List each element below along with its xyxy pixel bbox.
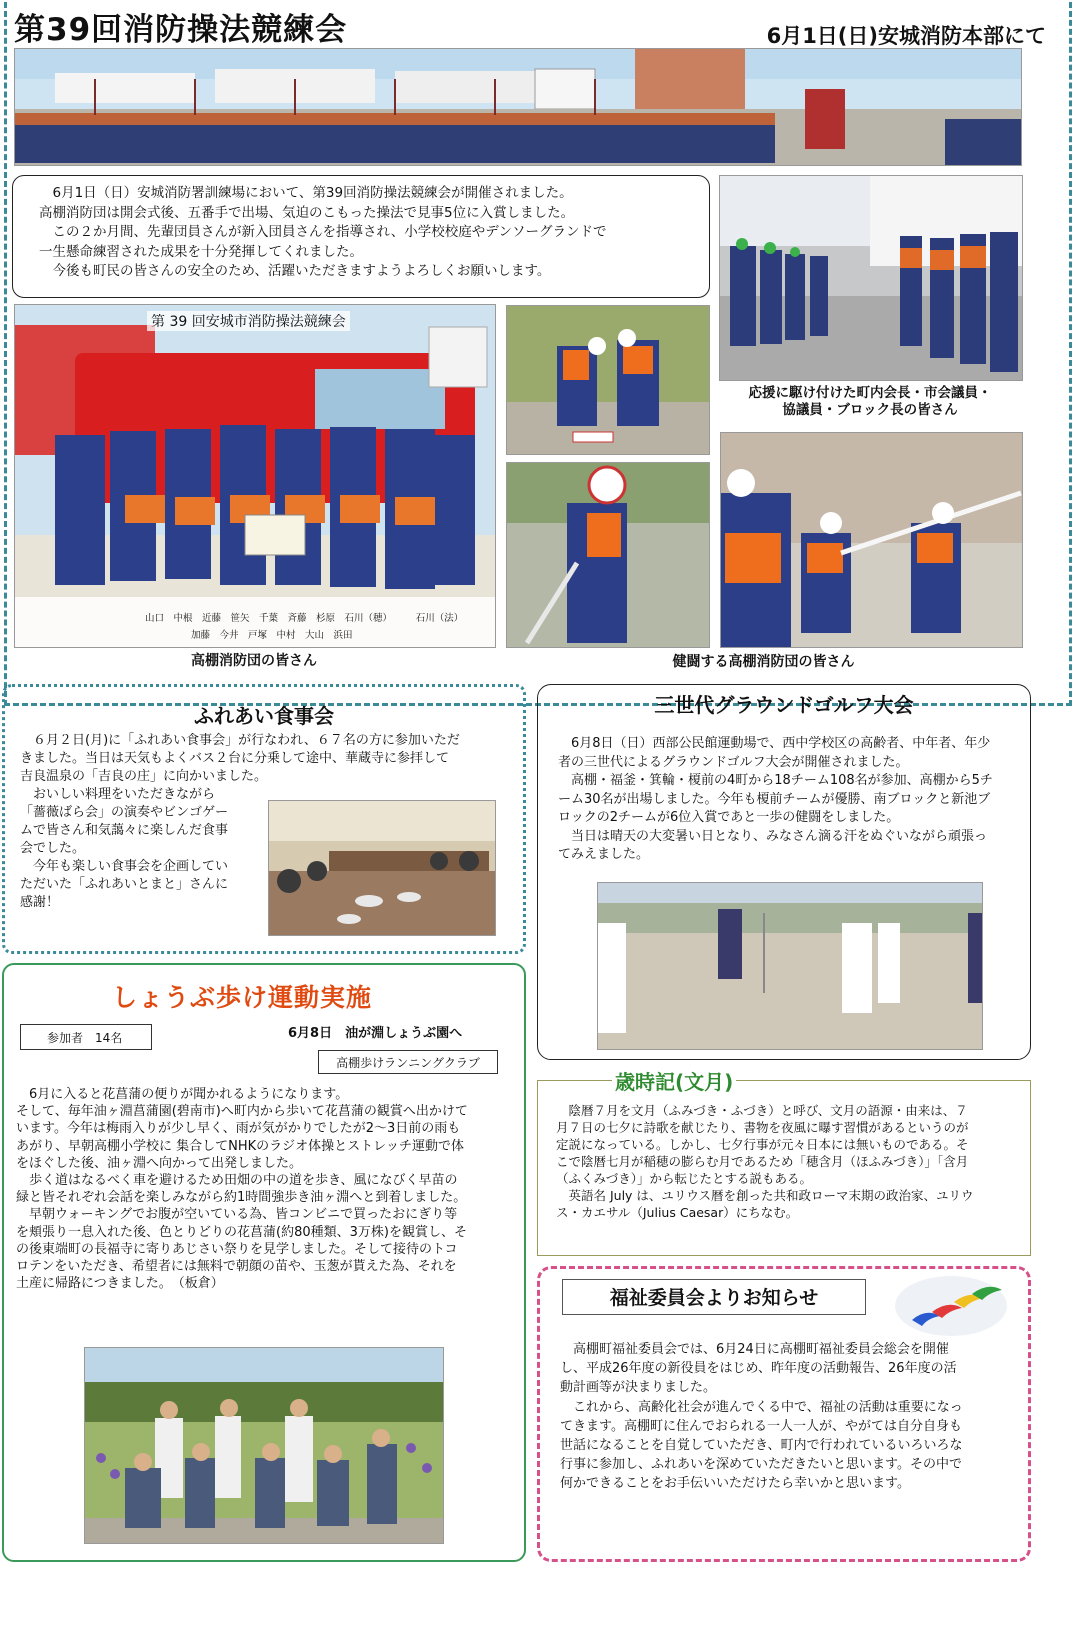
meal-body [20, 732, 460, 786]
golf-body [558, 735, 994, 865]
golf-para-2: 高棚・福釜・箕輪・榎前の4町から18チーム108名が参加、高棚から5チーム30名が出場しました。今年も榎前チームが優勝、南ブロックと新池ブロックの2チームが6位入賞であと一歩の健闘をしました。 [558, 773, 993, 825]
fire-line-1: 6月1日（日）安城消防署訓練場において、第39回消防操法競練会が開催されました。 [52, 185, 573, 201]
hose-action-photo-1 [506, 305, 710, 455]
group-caption: 高棚消防団の皆さん [191, 653, 317, 669]
fire-drill-text-box [12, 175, 710, 298]
walk-date-place: 6月8日 油が淵しょうぶ園へ [288, 1026, 463, 1041]
fire-drill-date: 6月1日(日)安城消防本部にて [766, 24, 1046, 48]
meal-body-2 [20, 786, 234, 912]
saijiki-title: 歳時記(文月) [612, 1066, 736, 1095]
photo-banner: 第 39 回安城市消防操法競練会 [147, 311, 350, 331]
fire-line-3: この２か月間、先輩団員さんが新入団員さんを指導され、小学校校庭やデンソーグランドで [52, 224, 607, 240]
meal-para-2: おいしい料理をいただきながら「薔薇ばら会」の演奏やビンゴゲームで皆さん和気藹々に楽しんだ食事会でした。 [20, 787, 229, 856]
saijiki-body [556, 1102, 978, 1221]
meal-para-3: 今年も楽しい食事会を企画していただいた「ふれあいとまと」さんに感謝！ [20, 859, 229, 910]
hose-action-photo-3 [720, 432, 1023, 648]
fire-line-4: 一生懸命練習された成果を十分発揮してくれました。 [39, 243, 363, 260]
action-caption: 健闘する高棚消防団の皆さん [672, 654, 855, 670]
walk-club: 高棚歩けランニングクラブ [318, 1050, 498, 1074]
saijiki-para-2: 英語名 July は、ユリウス暦を創った共和政ローマ末期の政治家、ユリウス・カエサル（Julius Caesar）にちなむ。 [556, 1188, 974, 1220]
team-group-photo [14, 304, 496, 648]
birds-illustration [892, 1272, 1010, 1338]
meal-title: ふれあい食事会 [194, 704, 334, 728]
welfare-title: 福祉委員会よりお知らせ [562, 1279, 866, 1315]
saijiki-para-1: 陰暦７月を文月（ふみづき・ふづき）と呼び、文月の語源・由来は、７月７日の七夕に詩歌を献じたり、書物を夜風に曝す習慣があるというのが定説になっている。しかし、七夕行事が元々日本には無いものである。そこで陰暦七月が稲穂の膨らむ月であるため「穂含月（ほふみづき）」「含月（ふくみづき）」から転じたとする説もある。 [556, 1103, 969, 1186]
welfare-para-2: これから、高齢化社会が進んでくる中で、福祉の活動は重要になってきます。高棚町に住んでおられる一人一人が、やがては自分自身も世話になることを自覚していただき、町内で行われているいろいろな行事に参加し、ふれあいを深めていただきたいと思います。その中で何かできることをお手伝いいただけたら幸いかと思います。 [560, 1399, 963, 1492]
fire-line-5: 今後も町民の皆さんの安全のため、活躍いただきますようよろしくお願いします。 [52, 263, 551, 279]
golf-para-1: 6月8日（日）西部公民館運動場で、西中学校区の高齢者、中年者、年少者の三世代によるグラウンドゴルフ大会が開催されました。 [558, 736, 991, 770]
names-row-1: 山口 中根 近藤 笹矢 千葉 斉藤 杉原 石川（穂） 石川（法） [145, 613, 464, 624]
golf-photo [597, 882, 983, 1050]
golf-para-3: 当日は晴天の大変暑い日となり、みなさん滴る汗をぬぐいながら頑張ってみえました。 [558, 828, 988, 862]
walk-para-2: そして、毎年油ヶ淵菖蒲園(碧南市)へ町内から歩いて花菖蒲の観賞へ出かけています。今年は梅雨入りが少し早く、雨が気がかりでしたが2～3日前の雨もあがり、早朝高棚小学校に 集合してNHKのラジオ体操とストレッチ運動で体をほぐした後、油ヶ淵へ向かって出発しました。 [16, 1104, 468, 1171]
participant-count: 参加者 14名 [20, 1024, 152, 1050]
names-row-2: 加藤 今井 戸塚 中村 大山 浜田 [191, 630, 353, 641]
fire-line-2: 高棚消防団は開会式後、五番手で出場、気迫のこもった操法で見事5位に入賞しました。 [39, 204, 575, 221]
walk-group-photo [84, 1347, 444, 1544]
parade-photo [14, 48, 1022, 166]
cheer-photo [719, 175, 1023, 381]
walk-para-1: 6月に入ると花菖蒲の便りが聞かれるようになります。 [29, 1087, 349, 1102]
walk-title: しょうぶ歩け運動実施 [112, 983, 373, 1012]
walk-para-4: 早朝ウォーキングでお腹が空いている為、皆コンビニで買ったおにぎり等を頬張り一息入れた後、色とりどりの花菖蒲(約80種類、3万株)を観賞し、その後東端町の長福寺に寄りあじさい祭りを見学しました。そして接待のトコロテンをいただき、希望者には無料で朝顔の苗や、玉葱が貰えた為、それを土産に帰路につきました。 （板倉） [16, 1207, 467, 1292]
welfare-body [560, 1340, 964, 1494]
walk-para-3: 歩く道はなるべく車を避けるため田畑の中の道を歩き、風になびく早苗の緑と皆それぞれ会話を楽しみながら約1時間強歩き油ヶ淵へと到着しました。 [16, 1173, 467, 1206]
welfare-para-1: 高棚町福祉委員会では、6月24日に高棚町福祉委員会総会を開催し、平成26年度の新役員をはじめ、昨年度の活動報告、26年度の活動計画等が決まりました。 [560, 1342, 957, 1396]
walk-body [16, 1086, 468, 1292]
meal-photo [268, 800, 496, 936]
fire-drill-title: 第39回消防操法競練会 [14, 12, 348, 48]
golf-title: 三世代グラウンドゴルフ大会 [654, 693, 914, 717]
meal-para-1: ６月２日(月)に「ふれあい食事会」が行なわれ、６７名の方に参加いただきました。当日は天気もよくバス２台に分乗して途中、華蔵寺に参拝して吉良温泉の「吉良の庄」に向かいました。 [20, 733, 460, 784]
cheer-caption: 応援に駆け付けた町内会長・市会議員・ 協議員・ブロック長の皆さん [748, 385, 992, 418]
hose-action-photo-2 [506, 462, 710, 648]
